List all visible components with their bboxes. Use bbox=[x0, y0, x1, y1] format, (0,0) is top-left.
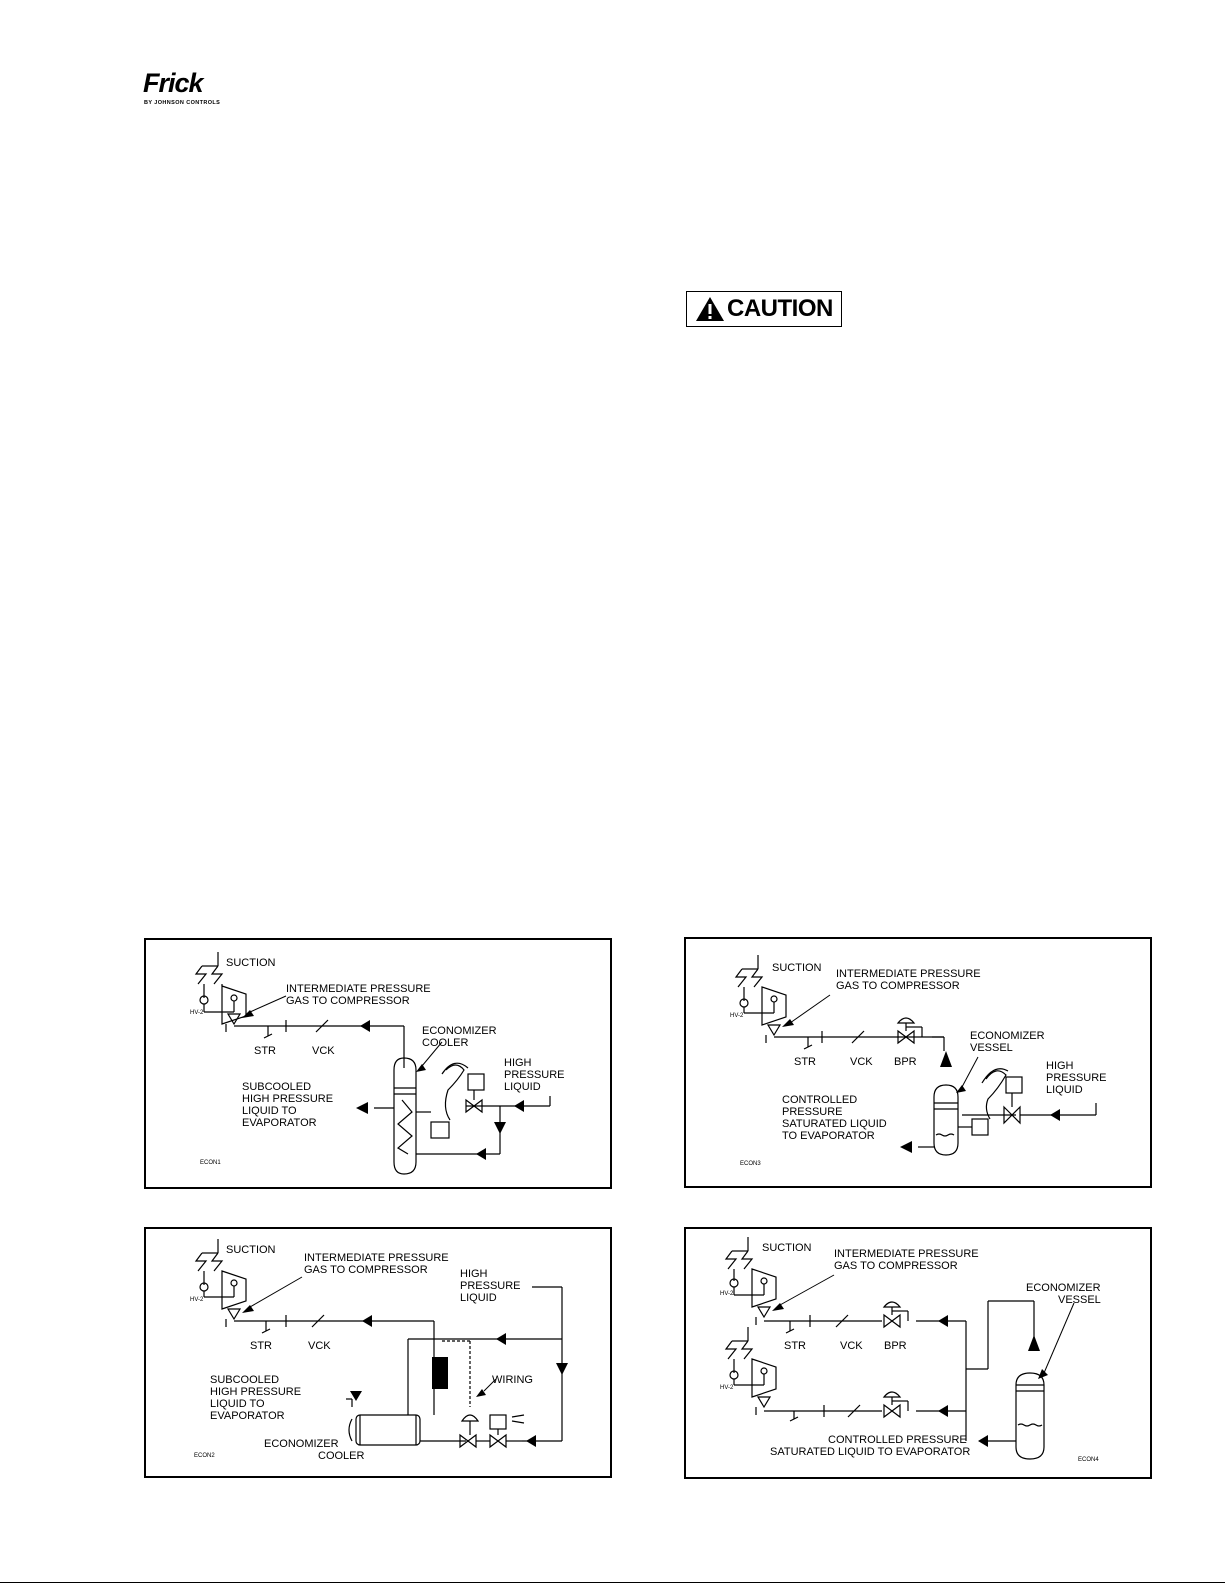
econ2-str-label: STR bbox=[250, 1340, 272, 1352]
econ1-str-label: STR bbox=[254, 1045, 276, 1057]
caution-box bbox=[686, 291, 842, 327]
econ4-cp1-label: CONTROLLED PRESSURE bbox=[828, 1434, 967, 1446]
econ4-hv1-label: HV-2 bbox=[720, 1291, 734, 1297]
logo-wordmark: Frick bbox=[143, 68, 203, 98]
figure-econ3 bbox=[684, 937, 1152, 1188]
econ1-econ-a-label: ECONOMIZER bbox=[422, 1025, 497, 1037]
econ1-diagram bbox=[146, 940, 614, 1191]
econ2-hp3-label: LIQUID bbox=[460, 1292, 497, 1304]
econ3-inter2-label: GAS TO COMPRESSOR bbox=[836, 980, 960, 992]
econ1-sub2-label: HIGH PRESSURE bbox=[242, 1093, 334, 1105]
econ4-bpr-label: BPR bbox=[884, 1340, 907, 1352]
figure-econ1 bbox=[144, 938, 612, 1189]
econ2-econ-b-label: COOLER bbox=[318, 1450, 365, 1462]
econ3-bpr-label: BPR bbox=[894, 1056, 917, 1068]
econ3-suction-label: SUCTION bbox=[772, 962, 822, 974]
econ2-wiring-label: WIRING bbox=[492, 1374, 533, 1386]
econ4-figure-id: ECON4 bbox=[1078, 1457, 1099, 1463]
econ3-econ-b-label: VESSEL bbox=[970, 1042, 1013, 1054]
econ4-cp2-label: SATURATED LIQUID TO EVAPORATOR bbox=[770, 1446, 971, 1458]
econ1-hp1-label: HIGH bbox=[504, 1057, 532, 1069]
econ3-diagram bbox=[686, 939, 1154, 1190]
econ4-hv2-label: HV-2 bbox=[720, 1385, 734, 1391]
caution-label: CAUTION bbox=[727, 295, 833, 322]
econ1-hp2-label: PRESSURE bbox=[504, 1069, 565, 1081]
econ3-figure-id: ECON3 bbox=[740, 1161, 761, 1167]
econ2-figure-id: ECON2 bbox=[194, 1453, 215, 1459]
figure-econ4 bbox=[684, 1227, 1152, 1479]
econ1-sub1-label: SUBCOOLED bbox=[242, 1081, 312, 1093]
econ3-econ-a-label: ECONOMIZER bbox=[970, 1030, 1045, 1042]
econ2-sub1-label: SUBCOOLED bbox=[210, 1374, 280, 1386]
econ4-vck-label: VCK bbox=[840, 1340, 863, 1352]
econ2-econ-a-label: ECONOMIZER bbox=[264, 1438, 339, 1450]
econ4-econ-a-label: ECONOMIZER bbox=[1026, 1282, 1101, 1294]
econ3-vck-label: VCK bbox=[850, 1056, 873, 1068]
econ4-econ-b-label: VESSEL bbox=[1058, 1294, 1101, 1306]
econ2-hv-label: HV-2 bbox=[190, 1297, 204, 1303]
econ3-cp2-label: PRESSURE bbox=[782, 1106, 843, 1118]
econ3-cp3-label: SATURATED LIQUID bbox=[782, 1118, 887, 1130]
econ2-sub3-label: LIQUID TO bbox=[210, 1398, 265, 1410]
econ2-inter1-label: INTERMEDIATE PRESSURE bbox=[304, 1252, 449, 1264]
econ1-sub4-label: EVAPORATOR bbox=[242, 1117, 317, 1129]
econ4-suction-label: SUCTION bbox=[762, 1242, 812, 1254]
econ4-diagram bbox=[686, 1229, 1154, 1481]
econ4-inter2-label: GAS TO COMPRESSOR bbox=[834, 1260, 958, 1272]
econ4-str-label: STR bbox=[784, 1340, 806, 1352]
econ3-hv-label: HV-2 bbox=[730, 1013, 744, 1019]
econ2-sub4-label: EVAPORATOR bbox=[210, 1410, 285, 1422]
warning-triangle-icon bbox=[695, 296, 725, 322]
frick-logo bbox=[143, 70, 228, 110]
econ3-str-label: STR bbox=[794, 1056, 816, 1068]
econ2-inter2-label: GAS TO COMPRESSOR bbox=[304, 1264, 428, 1276]
econ1-econ-b-label: COOLER bbox=[422, 1037, 469, 1049]
econ1-hv-label: HV-2 bbox=[190, 1010, 204, 1016]
econ1-inter1-label: INTERMEDIATE PRESSURE bbox=[286, 983, 431, 995]
econ3-inter1-label: INTERMEDIATE PRESSURE bbox=[836, 968, 981, 980]
figure-econ2 bbox=[144, 1227, 612, 1478]
econ4-inter1-label: INTERMEDIATE PRESSURE bbox=[834, 1248, 979, 1260]
econ1-sub3-label: LIQUID TO bbox=[242, 1105, 297, 1117]
econ2-sub2-label: HIGH PRESSURE bbox=[210, 1386, 302, 1398]
logo-subtitle: BY JOHNSON CONTROLS bbox=[144, 100, 221, 106]
econ1-inter2-label: GAS TO COMPRESSOR bbox=[286, 995, 410, 1007]
econ3-hp3-label: LIQUID bbox=[1046, 1084, 1083, 1096]
econ2-vck-label: VCK bbox=[308, 1340, 331, 1352]
econ3-cp1-label: CONTROLLED bbox=[782, 1094, 858, 1106]
econ1-suction-label: SUCTION bbox=[226, 957, 276, 969]
econ1-figure-id: ECON1 bbox=[200, 1160, 221, 1166]
econ2-hp1-label: HIGH bbox=[460, 1268, 488, 1280]
footer-rule bbox=[0, 1582, 1225, 1583]
econ1-hp3-label: LIQUID bbox=[504, 1081, 541, 1093]
econ3-hp2-label: PRESSURE bbox=[1046, 1072, 1107, 1084]
econ3-cp4-label: TO EVAPORATOR bbox=[782, 1130, 875, 1142]
econ1-vck-label: VCK bbox=[312, 1045, 335, 1057]
econ3-hp1-label: HIGH bbox=[1046, 1060, 1074, 1072]
econ2-diagram bbox=[146, 1229, 614, 1480]
econ2-hp2-label: PRESSURE bbox=[460, 1280, 521, 1292]
econ2-suction-label: SUCTION bbox=[226, 1244, 276, 1256]
